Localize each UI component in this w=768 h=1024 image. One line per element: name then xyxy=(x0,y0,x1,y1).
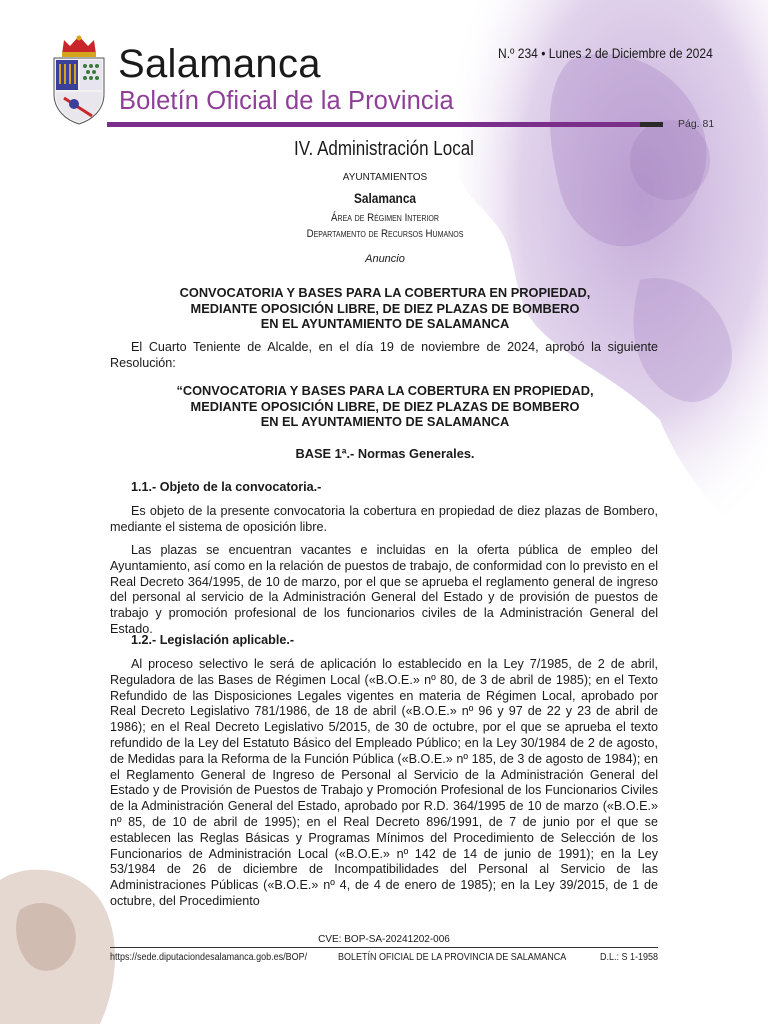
notice-label: Anuncio xyxy=(365,253,405,265)
paragraph-text: Al proceso selectivo le será de aplicación lo establecido en la Ley 7/1985, de 2 de abril, Reguladora de las Bases de Régimen Local («B.O.E.» nº 80, de 3 de abril de 1985); en el Texto Refundido de las Disposiciones Legales vigentes en materia de Régimen Local, aprobado por Real Decreto Legislativo 781/1986, de 18 de abril («B.O.E.» nº 96 y 97 de 22 y 23 de abril de 1986); en el Real Decreto Legislativo 5/2015, de 30 de octubre, por el que se aprueba el texto refundido de la Ley del Estatuto Básico del Empleado Público; en la Ley 30/1984 de 2 de agosto, de Medidas para la Reforma de la Función Pública («B.O.E.» nº 185, de 3 de agosto de 1984); en el Reglamento General de Ingreso de Personal al Servicio de la Administración General del Estado y de Provisión de Puestos de Trabajo y Promoción Profesional de los Funcionarios Civiles de la Administración General del Estado, aprobado por R.D. 364/1995 de 10 de marzo («B.O.E.» nº 85, de 10 de abril de 1995); en el Real Decreto 896/1991, de 7 de junio por el que se establecen las Reglas Básicas y Programas Mínimos del Procedimiento de Selección de los Funcionarios de Administración Local («B.O.E.» nº 142 de 14 de junio de 1991); en la Ley 53/1984 de 26 de diciembre de Incompatibilidades del Personal al Servicio de las Administraciones Públicas («B.O.E.» nº 4, de 4 de enero de 1985); en la Ley 39/2015, de 1 de octubre, del Procedimiento xyxy=(110,657,658,908)
section-1-2-title-text: 1.2.- Legislación aplicable.- xyxy=(131,633,295,647)
header-title: Salamanca xyxy=(118,42,321,86)
section-1-2-p1 xyxy=(110,657,658,910)
heading-line: CONVOCATORIA Y BASES PARA LA COBERTURA EN PROPIEDAD, xyxy=(179,285,591,300)
document-heading xyxy=(110,285,660,332)
section-title: IV. Administración Local xyxy=(294,138,474,160)
cve-code: CVE: BOP-SA-20241202-006 xyxy=(318,934,450,945)
issue-info: N.º 234 • Lunes 2 de Diciembre de 2024 xyxy=(498,45,713,61)
paragraph-text: Las plazas se encuentran vacantes e incluidas en la oferta pública de empleo del Ayuntamiento, así como en la relación de puestos de trabajo, de conformidad con lo previsto en el Real Decreto 364/1995, de 10 de marzo, por el que se aprueba el reglamento general de ingreso del personal al servicio de la Administración General del Estado y de provisión de puestos de trabajo y promoción profesional de los funcionarios civiles de la Administración General del Estado. xyxy=(110,543,658,636)
footer-url[interactable]: https://sede.diputaciondesalamanca.gob.es/BOP/ xyxy=(110,952,308,963)
entity-area: Área de Régimen Interior xyxy=(331,212,439,224)
decorative-watermark xyxy=(420,0,768,560)
footer-publication: BOLETÍN OFICIAL DE LA PROVINCIA DE SALAMANCA xyxy=(338,952,567,963)
section-1-1-p1 xyxy=(110,504,658,536)
intro-text: El Cuarto Teniente de Alcalde, en el día 19 de noviembre de 2024, aprobó la siguiente Resolución: xyxy=(110,340,658,370)
footer-rule xyxy=(110,947,658,948)
intro-paragraph xyxy=(110,340,658,372)
heading-line: MEDIANTE OPOSICIÓN LIBRE, DE DIEZ PLAZAS DE BOMBERO xyxy=(190,300,580,316)
entity-department: Departamento de Recursos Humanos xyxy=(306,228,464,240)
section-1-1-p2 xyxy=(110,543,658,638)
quoted-heading xyxy=(110,383,660,430)
coat-of-arms-icon xyxy=(50,34,108,126)
base-title: BASE 1ª.- Normas Generales. xyxy=(295,446,475,461)
footer-legal-deposit: D.L.: S 1-1958 xyxy=(600,952,659,963)
header-rule xyxy=(107,122,663,127)
header-rule-accent xyxy=(640,122,663,127)
heading-line: EN EL AYUNTAMIENTO DE SALAMANCA xyxy=(260,316,510,332)
entity-type: AYUNTAMIENTOS xyxy=(342,172,428,183)
page-number: Pág. 81 xyxy=(678,118,715,130)
section-1-1-title-text: 1.1.- Objeto de la convocatoria.- xyxy=(131,480,322,494)
header-subtitle: Boletín Oficial de la Provincia xyxy=(119,87,454,115)
section-1-1-title xyxy=(110,480,658,496)
section-1-2-title xyxy=(110,633,658,649)
paragraph-text: Es objeto de la presente convocatoria la cobertura en propiedad de diez plazas de Bombero, mediante el sistema de oposición libre. xyxy=(110,504,658,534)
heading-line: EN EL AYUNTAMIENTO DE SALAMANCA xyxy=(260,414,510,430)
heading-line: MEDIANTE OPOSICIÓN LIBRE, DE DIEZ PLAZAS DE BOMBERO xyxy=(190,398,580,414)
entity-name: Salamanca xyxy=(353,191,417,206)
heading-line: “CONVOCATORIA Y BASES PARA LA COBERTURA EN PROPIEDAD, xyxy=(176,383,594,398)
